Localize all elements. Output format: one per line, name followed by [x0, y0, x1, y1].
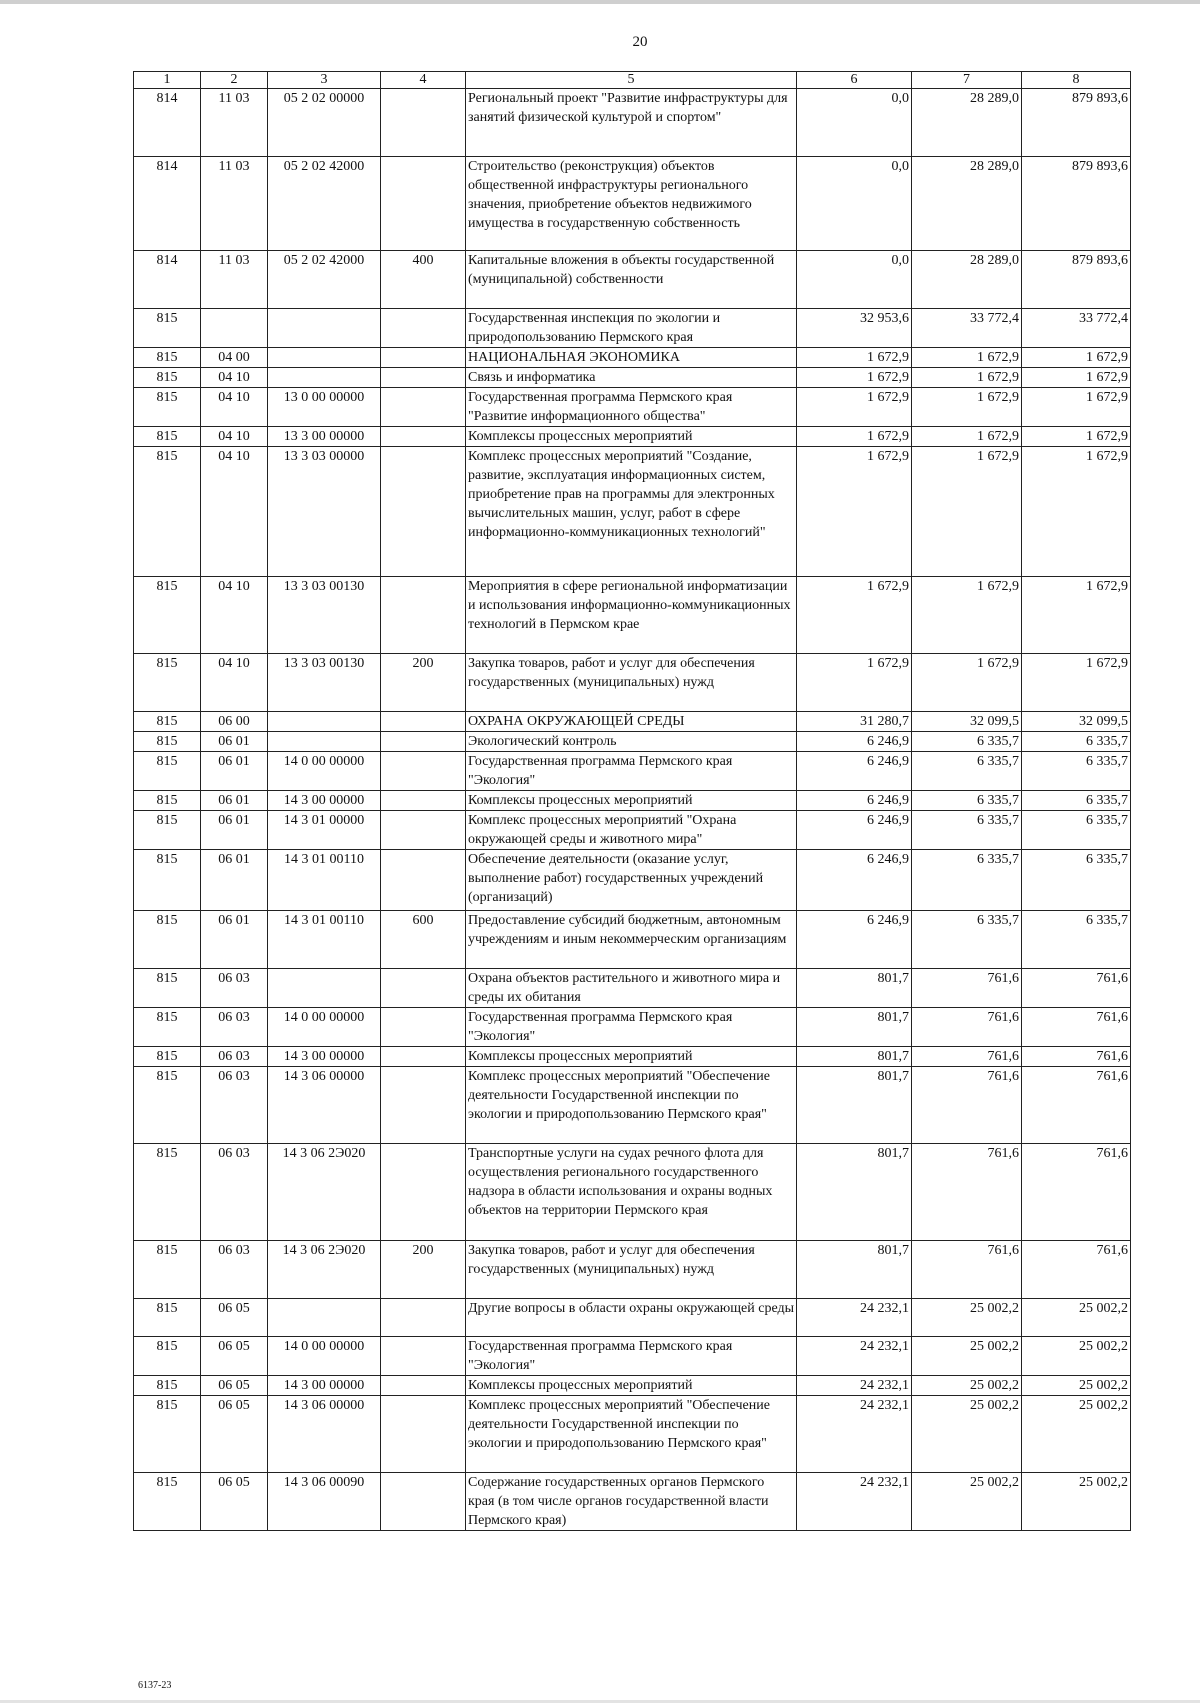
cell-col-8: 6 335,7	[1022, 732, 1131, 752]
column-header-4: 4	[381, 72, 466, 89]
cell-col-6: 1 672,9	[797, 427, 912, 447]
cell-col-1: 815	[134, 811, 201, 850]
cell-col-3: 13 3 03 00130	[268, 577, 381, 654]
table-row	[134, 1396, 1131, 1473]
cell-col-1: 815	[134, 1241, 201, 1299]
cell-col-2: 06 01	[201, 732, 268, 752]
cell-col-6: 1 672,9	[797, 348, 912, 368]
cell-col-4	[381, 427, 466, 447]
cell-col-5: Комплекс процессных мероприятий "Обеспечение деятельности Государственной инспекции по экологии и природопользованию Пермского края"	[466, 1067, 797, 1144]
cell-col-7: 761,6	[912, 1144, 1022, 1241]
cell-col-5: Экологический контроль	[466, 732, 797, 752]
cell-col-6: 1 672,9	[797, 368, 912, 388]
cell-col-8: 6 335,7	[1022, 791, 1131, 811]
cell-col-4	[381, 1473, 466, 1531]
cell-col-6: 801,7	[797, 1067, 912, 1144]
document-code: 6137-23	[138, 1680, 172, 1691]
cell-col-2: 06 05	[201, 1473, 268, 1531]
cell-col-3: 14 3 01 00110	[268, 850, 381, 911]
cell-col-3	[268, 348, 381, 368]
cell-col-1: 815	[134, 1299, 201, 1337]
cell-col-5: Государственная инспекция по экологии и природопользованию Пермского края	[466, 309, 797, 348]
cell-col-6: 801,7	[797, 1008, 912, 1047]
budget-table	[133, 71, 1131, 1531]
cell-col-8: 761,6	[1022, 1008, 1131, 1047]
table-row	[134, 1008, 1131, 1047]
cell-col-5: Региональный проект "Развитие инфраструктуры для занятий физической культурой и спортом"	[466, 89, 797, 157]
cell-col-5: Комплексы процессных мероприятий	[466, 427, 797, 447]
cell-col-6: 801,7	[797, 1241, 912, 1299]
cell-col-7: 32 099,5	[912, 712, 1022, 732]
cell-col-7: 6 335,7	[912, 752, 1022, 791]
cell-col-7: 6 335,7	[912, 811, 1022, 850]
table-row	[134, 811, 1131, 850]
cell-col-7: 33 772,4	[912, 309, 1022, 348]
cell-col-8: 879 893,6	[1022, 89, 1131, 157]
cell-col-1: 815	[134, 752, 201, 791]
cell-col-8: 25 002,2	[1022, 1376, 1131, 1396]
cell-col-5: ОХРАНА ОКРУЖАЮЩЕЙ СРЕДЫ	[466, 712, 797, 732]
cell-col-7: 6 335,7	[912, 732, 1022, 752]
cell-col-6: 24 232,1	[797, 1396, 912, 1473]
cell-col-4	[381, 388, 466, 427]
cell-col-8: 6 335,7	[1022, 911, 1131, 969]
cell-col-8: 6 335,7	[1022, 752, 1131, 791]
cell-col-6: 6 246,9	[797, 752, 912, 791]
cell-col-4	[381, 447, 466, 577]
cell-col-5: Комплексы процессных мероприятий	[466, 1047, 797, 1067]
cell-col-4	[381, 850, 466, 911]
cell-col-8: 761,6	[1022, 969, 1131, 1008]
cell-col-4: 200	[381, 1241, 466, 1299]
cell-col-6: 1 672,9	[797, 447, 912, 577]
column-header-5: 5	[466, 72, 797, 89]
cell-col-6: 31 280,7	[797, 712, 912, 732]
cell-col-8: 761,6	[1022, 1144, 1131, 1241]
table-row	[134, 1144, 1131, 1241]
cell-col-5: Содержание государственных органов Пермского края (в том числе органов государственной власти Пермского края)	[466, 1473, 797, 1531]
cell-col-4	[381, 791, 466, 811]
cell-col-1: 815	[134, 850, 201, 911]
page-number: 20	[632, 34, 648, 50]
cell-col-3	[268, 368, 381, 388]
cell-col-4: 200	[381, 654, 466, 712]
cell-col-3: 14 3 00 00000	[268, 791, 381, 811]
cell-col-7: 761,6	[912, 1067, 1022, 1144]
cell-col-5: Строительство (реконструкция) объектов общественной инфраструктуры регионального значения, приобретение объектов недвижимого имущества в государственную собственность	[466, 157, 797, 251]
cell-col-7: 1 672,9	[912, 427, 1022, 447]
cell-col-1: 815	[134, 447, 201, 577]
cell-col-5: Обеспечение деятельности (оказание услуг, выполнение работ) государственных учреждений (организаций)	[466, 850, 797, 911]
table-row	[134, 850, 1131, 911]
cell-col-4: 400	[381, 251, 466, 309]
cell-col-8: 25 002,2	[1022, 1299, 1131, 1337]
cell-col-4	[381, 157, 466, 251]
cell-col-5: Закупка товаров, работ и услуг для обеспечения государственных (муниципальных) нужд	[466, 1241, 797, 1299]
cell-col-2: 04 10	[201, 447, 268, 577]
cell-col-3: 14 3 06 00090	[268, 1473, 381, 1531]
cell-col-6: 0,0	[797, 251, 912, 309]
cell-col-5: Мероприятия в сфере региональной информатизации и использования информационно-коммуникационных технологий в Пермском крае	[466, 577, 797, 654]
table-row	[134, 1337, 1131, 1376]
column-header-7: 7	[912, 72, 1022, 89]
cell-col-2: 06 03	[201, 1067, 268, 1144]
table-row	[134, 791, 1131, 811]
cell-col-8: 1 672,9	[1022, 577, 1131, 654]
cell-col-4	[381, 1067, 466, 1144]
cell-col-4	[381, 1337, 466, 1376]
cell-col-3: 05 2 02 00000	[268, 89, 381, 157]
cell-col-4	[381, 1396, 466, 1473]
cell-col-5: Комплекс процессных мероприятий "Обеспечение деятельности Государственной инспекции по экологии и природопользованию Пермского края"	[466, 1396, 797, 1473]
cell-col-2: 04 10	[201, 388, 268, 427]
cell-col-6: 801,7	[797, 969, 912, 1008]
cell-col-3: 14 0 00 00000	[268, 1008, 381, 1047]
cell-col-7: 25 002,2	[912, 1396, 1022, 1473]
cell-col-2: 06 03	[201, 969, 268, 1008]
cell-col-1: 815	[134, 791, 201, 811]
table-row	[134, 1241, 1131, 1299]
cell-col-7: 25 002,2	[912, 1299, 1022, 1337]
cell-col-6: 1 672,9	[797, 654, 912, 712]
cell-col-2: 06 03	[201, 1241, 268, 1299]
cell-col-3: 14 3 00 00000	[268, 1376, 381, 1396]
cell-col-2: 06 01	[201, 791, 268, 811]
table-row	[134, 712, 1131, 732]
cell-col-8: 1 672,9	[1022, 368, 1131, 388]
cell-col-8: 25 002,2	[1022, 1396, 1131, 1473]
cell-col-7: 761,6	[912, 969, 1022, 1008]
cell-col-3: 14 3 00 00000	[268, 1047, 381, 1067]
cell-col-4	[381, 811, 466, 850]
table-row	[134, 752, 1131, 791]
table-row	[134, 654, 1131, 712]
cell-col-2: 11 03	[201, 89, 268, 157]
cell-col-1: 814	[134, 89, 201, 157]
cell-col-6: 801,7	[797, 1144, 912, 1241]
scan-top-edge	[0, 0, 1200, 4]
cell-col-3: 14 3 01 00000	[268, 811, 381, 850]
cell-col-7: 25 002,2	[912, 1337, 1022, 1376]
cell-col-4	[381, 732, 466, 752]
cell-col-1: 815	[134, 1047, 201, 1067]
cell-col-3: 14 3 01 00110	[268, 911, 381, 969]
cell-col-6: 24 232,1	[797, 1473, 912, 1531]
cell-col-5: Связь и информатика	[466, 368, 797, 388]
table-row	[134, 1067, 1131, 1144]
cell-col-8: 761,6	[1022, 1067, 1131, 1144]
cell-col-6: 6 246,9	[797, 850, 912, 911]
cell-col-5: Предоставление субсидий бюджетным, автономным учреждениям и иным некоммерческим организациям	[466, 911, 797, 969]
cell-col-7: 761,6	[912, 1241, 1022, 1299]
cell-col-2: 04 00	[201, 348, 268, 368]
table-row	[134, 388, 1131, 427]
table-row	[134, 1047, 1131, 1067]
cell-col-8: 1 672,9	[1022, 348, 1131, 368]
cell-col-5: Государственная программа Пермского края "Экология"	[466, 1008, 797, 1047]
cell-col-2: 06 00	[201, 712, 268, 732]
table-row	[134, 1473, 1131, 1531]
cell-col-3	[268, 712, 381, 732]
cell-col-7: 1 672,9	[912, 368, 1022, 388]
cell-col-2: 06 01	[201, 911, 268, 969]
table-body	[134, 89, 1131, 1531]
table-row	[134, 969, 1131, 1008]
cell-col-6: 24 232,1	[797, 1337, 912, 1376]
cell-col-7: 1 672,9	[912, 447, 1022, 577]
cell-col-7: 1 672,9	[912, 654, 1022, 712]
cell-col-4	[381, 969, 466, 1008]
cell-col-2: 06 05	[201, 1396, 268, 1473]
table-row	[134, 89, 1131, 157]
cell-col-3: 14 0 00 00000	[268, 1337, 381, 1376]
cell-col-6: 1 672,9	[797, 388, 912, 427]
cell-col-1: 814	[134, 251, 201, 309]
cell-col-1: 815	[134, 388, 201, 427]
cell-col-2: 11 03	[201, 251, 268, 309]
cell-col-8: 25 002,2	[1022, 1473, 1131, 1531]
cell-col-6: 6 246,9	[797, 811, 912, 850]
cell-col-5: Охрана объектов растительного и животного мира и среды их обитания	[466, 969, 797, 1008]
cell-col-7: 25 002,2	[912, 1473, 1022, 1531]
cell-col-2: 06 03	[201, 1144, 268, 1241]
column-header-8: 8	[1022, 72, 1131, 89]
cell-col-2	[201, 309, 268, 348]
scan-bottom-edge	[0, 1700, 1200, 1703]
cell-col-1: 815	[134, 427, 201, 447]
cell-col-7: 1 672,9	[912, 577, 1022, 654]
cell-col-6: 24 232,1	[797, 1376, 912, 1396]
cell-col-2: 06 01	[201, 811, 268, 850]
table-row	[134, 427, 1131, 447]
cell-col-7: 761,6	[912, 1047, 1022, 1067]
table-row	[134, 348, 1131, 368]
table-header-row	[134, 72, 1131, 89]
cell-col-8: 1 672,9	[1022, 427, 1131, 447]
cell-col-2: 04 10	[201, 427, 268, 447]
table-row	[134, 1376, 1131, 1396]
cell-col-3: 14 3 06 2Э020	[268, 1241, 381, 1299]
cell-col-1: 815	[134, 348, 201, 368]
cell-col-1: 815	[134, 1473, 201, 1531]
cell-col-2: 04 10	[201, 368, 268, 388]
column-header-3: 3	[268, 72, 381, 89]
cell-col-8: 761,6	[1022, 1047, 1131, 1067]
cell-col-3: 05 2 02 42000	[268, 157, 381, 251]
cell-col-5: Государственная программа Пермского края "Экология"	[466, 1337, 797, 1376]
cell-col-7: 6 335,7	[912, 911, 1022, 969]
cell-col-4	[381, 348, 466, 368]
cell-col-8: 25 002,2	[1022, 1337, 1131, 1376]
cell-col-7: 6 335,7	[912, 850, 1022, 911]
cell-col-1: 815	[134, 911, 201, 969]
cell-col-8: 1 672,9	[1022, 654, 1131, 712]
cell-col-3: 14 3 06 2Э020	[268, 1144, 381, 1241]
cell-col-1: 815	[134, 654, 201, 712]
cell-col-7: 1 672,9	[912, 388, 1022, 427]
cell-col-5: Комплекс процессных мероприятий "Охрана окружающей среды и животного мира"	[466, 811, 797, 850]
cell-col-5: Закупка товаров, работ и услуг для обеспечения государственных (муниципальных) нужд	[466, 654, 797, 712]
cell-col-4	[381, 1299, 466, 1337]
cell-col-3	[268, 1299, 381, 1337]
cell-col-1: 815	[134, 309, 201, 348]
table-row	[134, 732, 1131, 752]
cell-col-3	[268, 732, 381, 752]
column-header-1: 1	[134, 72, 201, 89]
cell-col-1: 815	[134, 732, 201, 752]
cell-col-5: Транспортные услуги на судах речного флота для осуществления регионального государственного надзора в области использования и охраны водных объектов на территории Пермского края	[466, 1144, 797, 1241]
table-row	[134, 577, 1131, 654]
cell-col-1: 815	[134, 368, 201, 388]
cell-col-6: 24 232,1	[797, 1299, 912, 1337]
cell-col-7: 28 289,0	[912, 89, 1022, 157]
column-header-6: 6	[797, 72, 912, 89]
cell-col-5: Комплексы процессных мероприятий	[466, 791, 797, 811]
cell-col-5: Комплексы процессных мероприятий	[466, 1376, 797, 1396]
cell-col-4	[381, 1008, 466, 1047]
cell-col-4	[381, 309, 466, 348]
cell-col-3: 14 3 06 00000	[268, 1067, 381, 1144]
cell-col-6: 6 246,9	[797, 911, 912, 969]
cell-col-7: 1 672,9	[912, 348, 1022, 368]
cell-col-5: Государственная программа Пермского края "Развитие информационного общества"	[466, 388, 797, 427]
cell-col-6: 6 246,9	[797, 732, 912, 752]
cell-col-1: 814	[134, 157, 201, 251]
cell-col-4	[381, 752, 466, 791]
cell-col-1: 815	[134, 1144, 201, 1241]
cell-col-1: 815	[134, 712, 201, 732]
cell-col-7: 6 335,7	[912, 791, 1022, 811]
cell-col-6: 1 672,9	[797, 577, 912, 654]
cell-col-8: 1 672,9	[1022, 388, 1131, 427]
cell-col-3: 05 2 02 42000	[268, 251, 381, 309]
cell-col-4	[381, 89, 466, 157]
cell-col-8: 6 335,7	[1022, 850, 1131, 911]
cell-col-3: 13 3 03 00000	[268, 447, 381, 577]
cell-col-4	[381, 1144, 466, 1241]
cell-col-2: 06 03	[201, 1047, 268, 1067]
cell-col-8: 32 099,5	[1022, 712, 1131, 732]
cell-col-5: Другие вопросы в области охраны окружающей среды	[466, 1299, 797, 1337]
cell-col-8: 879 893,6	[1022, 251, 1131, 309]
cell-col-4: 600	[381, 911, 466, 969]
cell-col-3: 13 3 03 00130	[268, 654, 381, 712]
table-row	[134, 911, 1131, 969]
cell-col-5: Государственная программа Пермского края "Экология"	[466, 752, 797, 791]
cell-col-1: 815	[134, 1008, 201, 1047]
cell-col-1: 815	[134, 969, 201, 1008]
cell-col-5: НАЦИОНАЛЬНАЯ ЭКОНОМИКА	[466, 348, 797, 368]
table-row	[134, 368, 1131, 388]
table-row	[134, 1299, 1131, 1337]
table-row	[134, 251, 1131, 309]
cell-col-2: 04 10	[201, 654, 268, 712]
cell-col-8: 33 772,4	[1022, 309, 1131, 348]
cell-col-2: 06 01	[201, 850, 268, 911]
cell-col-3: 14 0 00 00000	[268, 752, 381, 791]
cell-col-6: 801,7	[797, 1047, 912, 1067]
cell-col-2: 06 03	[201, 1008, 268, 1047]
cell-col-7: 28 289,0	[912, 251, 1022, 309]
cell-col-7: 28 289,0	[912, 157, 1022, 251]
table-row	[134, 157, 1131, 251]
cell-col-8: 1 672,9	[1022, 447, 1131, 577]
cell-col-3: 13 0 00 00000	[268, 388, 381, 427]
cell-col-4	[381, 712, 466, 732]
cell-col-1: 815	[134, 1067, 201, 1144]
cell-col-3	[268, 309, 381, 348]
cell-col-4	[381, 1376, 466, 1396]
cell-col-6: 0,0	[797, 89, 912, 157]
cell-col-7: 25 002,2	[912, 1376, 1022, 1396]
cell-col-1: 815	[134, 1337, 201, 1376]
cell-col-6: 6 246,9	[797, 791, 912, 811]
cell-col-1: 815	[134, 1396, 201, 1473]
cell-col-5: Капитальные вложения в объекты государственной (муниципальной) собственности	[466, 251, 797, 309]
cell-col-8: 6 335,7	[1022, 811, 1131, 850]
cell-col-7: 761,6	[912, 1008, 1022, 1047]
cell-col-4	[381, 1047, 466, 1067]
cell-col-5: Комплекс процессных мероприятий "Создание, развитие, эксплуатация информационных систем, приобретение прав на программы для электронных вычислительных машин, услуг, работ в сфере информационно-коммуникационных технологий"	[466, 447, 797, 577]
cell-col-3: 14 3 06 00000	[268, 1396, 381, 1473]
cell-col-6: 0,0	[797, 157, 912, 251]
column-header-2: 2	[201, 72, 268, 89]
cell-col-8: 879 893,6	[1022, 157, 1131, 251]
cell-col-3: 13 3 00 00000	[268, 427, 381, 447]
cell-col-2: 06 05	[201, 1337, 268, 1376]
cell-col-4	[381, 368, 466, 388]
cell-col-3	[268, 969, 381, 1008]
cell-col-6: 32 953,6	[797, 309, 912, 348]
cell-col-2: 04 10	[201, 577, 268, 654]
table-row	[134, 447, 1131, 577]
table-row	[134, 309, 1131, 348]
cell-col-2: 06 05	[201, 1299, 268, 1337]
cell-col-1: 815	[134, 1376, 201, 1396]
cell-col-4	[381, 577, 466, 654]
cell-col-2: 06 01	[201, 752, 268, 791]
cell-col-2: 11 03	[201, 157, 268, 251]
cell-col-1: 815	[134, 577, 201, 654]
cell-col-2: 06 05	[201, 1376, 268, 1396]
cell-col-8: 761,6	[1022, 1241, 1131, 1299]
